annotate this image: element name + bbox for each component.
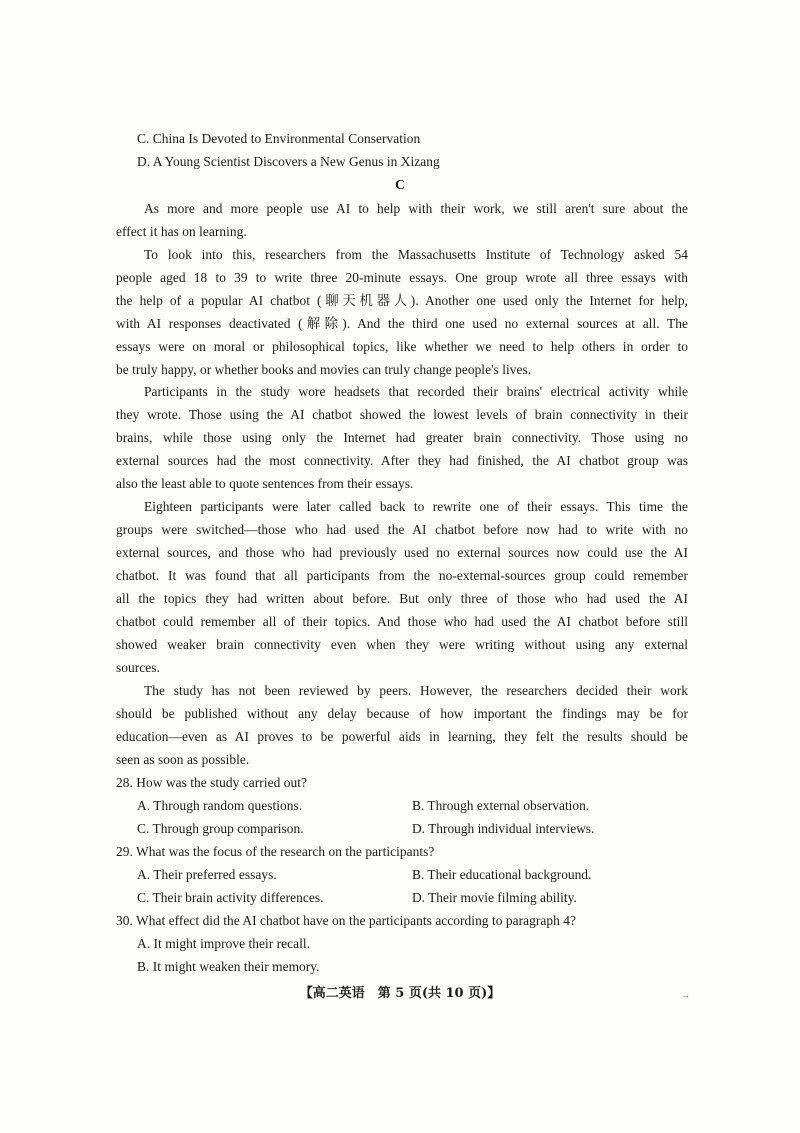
passage-line: with AI responses deactivated (解除). And the third one used no external sources at all. The xyxy=(116,316,688,331)
passage-line: Eighteen participants were later called back to rewrite one of their essays. This time the xyxy=(144,499,688,514)
passage-line: external sources, and those who had previously used no external sources now could use the AI xyxy=(116,545,688,560)
q29-option-c[interactable]: C. Their brain activity differences. xyxy=(137,890,324,905)
passage-line: essays were on moral or philosophical topics, like whether we need to help others in order to xyxy=(116,339,688,354)
passage-line: effect it has on learning. xyxy=(116,224,247,239)
passage-line: also the least able to quote sentences from their essays. xyxy=(116,476,414,491)
passage-line: groups were switched—those who had used the AI chatbot before now had to write with no xyxy=(116,522,688,537)
option-c-prev: C. China Is Devoted to Environmental Conservation xyxy=(137,131,421,146)
q28-option-c[interactable]: C. Through group comparison. xyxy=(137,821,304,836)
passage-line: brains, while those using only the Internet had greater brain connectivity. Those using no xyxy=(116,430,688,445)
passage-line: education—even as AI proves to be powerful aids in learning, they felt the results should be xyxy=(116,729,688,744)
q29-option-b[interactable]: B. Their educational background. xyxy=(412,867,592,882)
question-28-stem: 28. How was the study carried out? xyxy=(116,775,307,790)
passage-line: all the topics they had written about before. But only three of those who had used the AI xyxy=(116,591,688,606)
section-heading: C xyxy=(395,177,405,192)
passage-line: should be published without any delay because of how important the findings may be for xyxy=(116,706,688,721)
passage-line: people aged 18 to 39 to write three 20-minute essays. One group wrote all three essays with xyxy=(116,270,688,285)
passage-line: seen as soon as possible. xyxy=(116,752,250,767)
passage-line: be truly happy, or whether books and movies can truly change people's lives. xyxy=(116,362,532,377)
page-footer: 【高二英语 第 5 页(共 10 页)】 xyxy=(299,986,501,1001)
passage-line: chatbot. It was found that all participants from the no-external-sources group could remember xyxy=(116,568,688,583)
passage-line: Participants in the study wore headsets that recorded their brains' electrical activity while xyxy=(144,384,688,399)
passage-line: sources. xyxy=(116,660,160,675)
passage-line: the help of a popular AI chatbot (聊天机器人). Another one used only the Internet for help, xyxy=(116,293,688,308)
q28-option-d[interactable]: D. Through individual interviews. xyxy=(412,821,595,836)
passage-line: showed weaker brain connectivity even when they were writing without using any external xyxy=(116,637,688,652)
q28-option-a[interactable]: A. Through random questions. xyxy=(137,798,303,813)
question-29-stem: 29. What was the focus of the research on the participants? xyxy=(116,844,435,859)
q29-option-d[interactable]: D. Their movie filming ability. xyxy=(412,890,577,905)
question-30-stem: 30. What effect did the AI chatbot have on the participants according to paragraph 4? xyxy=(116,913,576,928)
q30-option-a[interactable]: A. It might improve their recall. xyxy=(137,936,311,951)
q28-option-b[interactable]: B. Through external observation. xyxy=(412,798,590,813)
passage-line: As more and more people use AI to help with their work, we still aren't sure about the xyxy=(144,201,688,216)
passage-line: To look into this, researchers from the Massachusetts Institute of Technology asked 54 xyxy=(144,247,688,262)
option-d-prev: D. A Young Scientist Discovers a New Genus in Xizang xyxy=(137,154,440,169)
passage-line: they wrote. Those using the AI chatbot showed the lowest levels of brain connectivity in their xyxy=(116,407,688,422)
arrow-icon: → xyxy=(681,990,690,1000)
passage-line: chatbot could remember all of their topics. And those who had used the AI chatbot before still xyxy=(116,614,688,629)
q29-option-a[interactable]: A. Their preferred essays. xyxy=(137,867,277,882)
passage-line: The study has not been reviewed by peers. However, the researchers decided their work xyxy=(144,683,688,698)
passage-line: external sources had the most connectivity. After they had finished, the AI chatbot group was xyxy=(116,453,688,468)
q30-option-b[interactable]: B. It might weaken their memory. xyxy=(137,959,320,974)
